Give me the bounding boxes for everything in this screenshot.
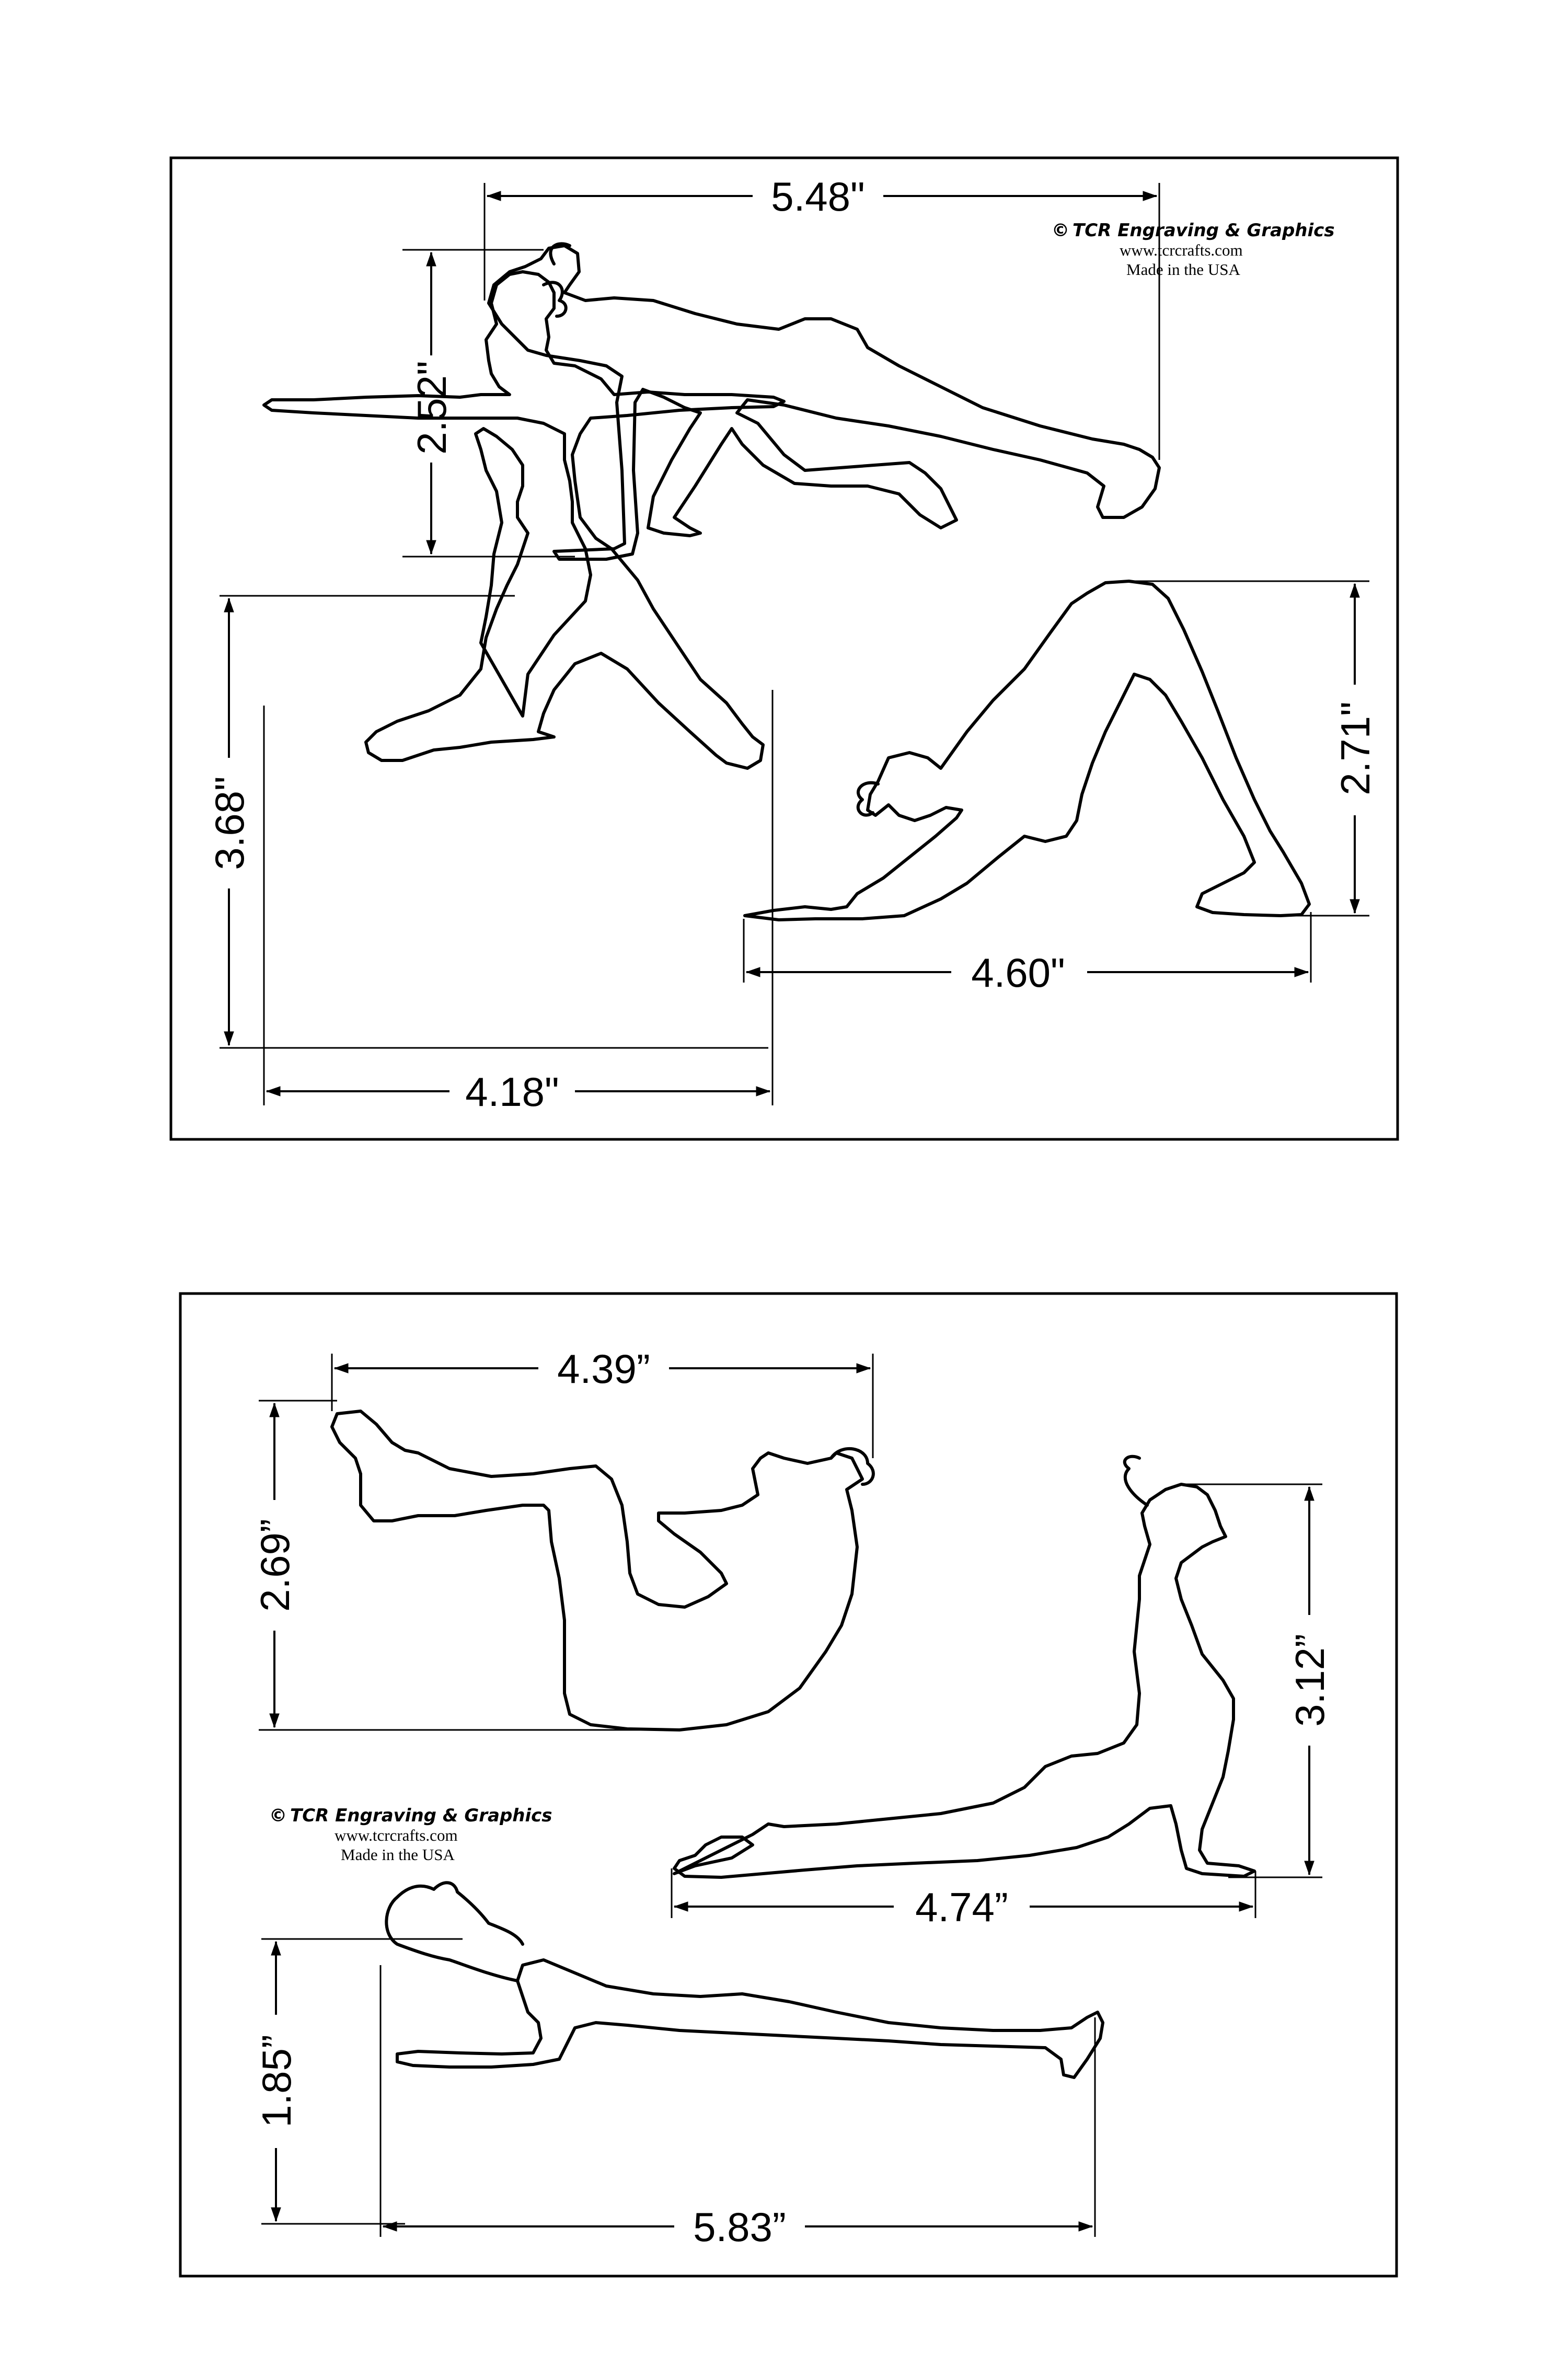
credit-block-bottom [269,1805,552,1864]
dim-label-width-d: 4.39” [557,1346,650,1392]
credit-website: www.tcrcrafts.com [1120,241,1243,259]
credit-title: TCR Engraving & Graphics [1073,220,1335,241]
credit-made-in: Made in the USA [1126,260,1240,279]
credit-website: www.tcrcrafts.com [335,1826,458,1844]
panel-top [171,158,1398,1139]
dim-label-height-c: 2.71" [1332,701,1378,795]
bicycle-crunch-pose [332,1411,873,1730]
runner-lunge-pose [489,244,1159,559]
dim-label-height-a: 2.52" [409,361,455,455]
downward-dog-pose [745,581,1309,920]
dim-label-width-c: 4.60" [971,950,1065,996]
panel-bottom-frame [180,1294,1397,2276]
credit-block-top [1052,220,1335,279]
dim-label-height-f: 1.85” [253,2035,299,2128]
upward-dog-pose [674,1457,1254,1877]
panel-bottom [180,1294,1397,2276]
credit-title: TCR Engraving & Graphics [290,1805,552,1826]
dim-label-width-f: 5.83” [693,2204,786,2250]
dim-label-height-d: 2.69” [252,1519,298,1612]
dim-label-height-e: 3.12” [1287,1634,1333,1727]
dim-label-width-b: 4.18" [465,1069,559,1115]
panel-top-frame [171,158,1398,1139]
credit-made-in: Made in the USA [341,1845,455,1864]
dim-label-height-b: 3.68" [206,776,252,870]
dim-label-width-e: 4.74” [915,1884,1008,1930]
credit-copyright-symbol: © [1052,220,1069,241]
credit-copyright-symbol: © [269,1805,287,1826]
dim-label-width-a: 5.48" [771,174,865,220]
